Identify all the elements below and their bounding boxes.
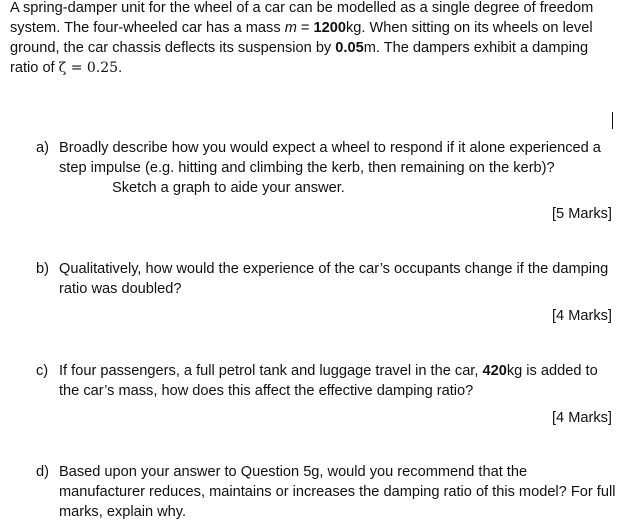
question-a-text: Broadly describe how you would expect a wheel to respond if it alone experienced a step impulse (e.g. hitting and climbing the kerb, then remaining on the kerb)? (59, 140, 601, 176)
question-a-label: a) (36, 140, 49, 156)
question-b-text: Qualitatively, how would the experience of the car’s occupants change if the damping ratio was doubled? (59, 261, 609, 297)
question-b-marks: [4 Marks] (551, 308, 612, 324)
intro-text-2: kg. When sitting on its wheels on level ground, the car chassis deflects its suspension by (10, 20, 593, 56)
question-c-text-2: kg is added to the car’s mass, how does this affect the effective damping ratio? (59, 363, 598, 399)
question-a-marks: [5 Marks] (551, 206, 612, 222)
question-b-label: b) (36, 261, 49, 277)
question-d-label: d) (36, 464, 49, 480)
question-c-marks: [4 Marks] (551, 410, 612, 426)
question-d (36, 462, 616, 522)
intro-text-1: A spring-damper unit for the wheel of a car can be modelled as a single degree of freedom system. The four-wheeled car has a mass (10, 0, 594, 36)
text-cursor (612, 112, 613, 129)
equals-sign: = (296, 20, 314, 36)
mass-value: 1200 (313, 20, 346, 36)
added-mass-value: 420 (482, 363, 507, 379)
question-a-sketch-instruction: Sketch a graph to aide your answer. (112, 180, 345, 196)
question-c-label: c) (36, 363, 49, 379)
intro-period: . (118, 60, 123, 76)
question-c-text-1: If four passengers, a full petrol tank and luggage travel in the car, (59, 363, 483, 379)
question-d-text: Based upon your answer to Question 5g, would you recommend that the manufacturer reduces, maintains or increases the damping ratio of this model? For full marks, explain why. (59, 464, 616, 520)
damping-ratio-expression: ζ = 0.25 (58, 60, 119, 76)
mass-symbol: m (284, 20, 297, 36)
intro-text-3: m. The dampers exhibit a damping ratio of (10, 40, 589, 76)
question-a (36, 138, 616, 198)
deflection-value: 0.05 (335, 40, 364, 56)
question-b (36, 259, 616, 299)
problem-statement (10, 0, 616, 78)
question-c (36, 361, 616, 401)
